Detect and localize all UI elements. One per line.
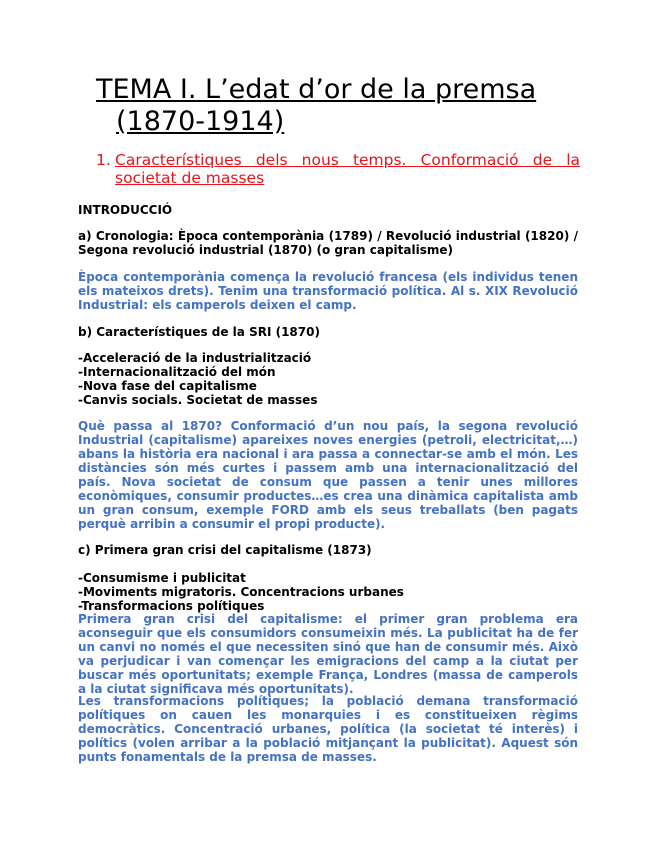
chronology-note: Època contemporània comença la revolució francesa (els individus tenen els mateixos drets). Tenim una transformació política. Al s. XIX Revolució Industrial: els camperols deixen el camp. <box>78 270 578 312</box>
section-number: 1. <box>96 151 111 169</box>
list-item: -Internacionalització del món <box>78 365 276 379</box>
sri-list <box>78 351 578 407</box>
crisis-note-2: Les transformacions polítiques; la població demana transformació polítiques on cauen les monarquies i es constitueixen règims democràtics. Concentració urbanes, política (la societat té interès) i polítics (volen arribar a la població mitjançant la publicitat). Aquest són punts fonamentals de la premsa de masses. <box>78 694 578 764</box>
chronology-heading: a) Cronologia: Època contemporània (1789) / Revolució industrial (1820) / Segona revolució industrial (1870) (o gran capitalisme) <box>78 229 578 257</box>
list-item: -Acceleració de la industrialització <box>78 351 312 365</box>
list-item: -Transformacions polítiques <box>78 599 265 613</box>
sri-heading: b) Característiques de la SRI (1870) <box>78 325 320 339</box>
section-heading-text: Característiques dels nous temps. Conformació de la societat de masses <box>115 151 580 187</box>
title-line-2: (1870-1914) <box>116 106 285 137</box>
crisis-note: Primera gran crisi del capitalisme: el primer gran problema era aconseguir que els consumidors consumeixin més. La publicitat ha de fer un canvi no només el que necessiten sinó que han de consumir més. Això va perjudicar i van començar les emigracions del camp a la ciutat per buscar més oportunitats; exemple França, Londres (massa de camperols a la ciutat significava més oportunitats). <box>78 612 578 696</box>
crisis-heading: c) Primera gran crisi del capitalisme (1873) <box>78 543 372 557</box>
intro-heading: INTRODUCCIÓ <box>78 203 173 217</box>
list-item: -Canvis socials. Societat de masses <box>78 393 318 407</box>
list-item: -Consumisme i publicitat <box>78 571 246 585</box>
list-item: -Moviments migratoris. Concentracions urbanes <box>78 585 404 599</box>
crisis-list <box>78 571 578 613</box>
title-line-1: TEMA I. L’edat d’or de la premsa <box>96 74 537 105</box>
sri-note: Què passa al 1870? Conformació d’un nou país, la segona revolució Industrial (capitalisme) apareixes noves energies (petroli, electricitat,…) abans la història era nacional i ara passa a connectar-se amb el món. Les distàncies són més curtes i passem amb una internacionalització del país. Nova societat de consum que passen a tenir unes millores econòmiques, consumir productes…es crea una dinàmica capitalista amb un gran consum, exemple FORD amb els seus treballats (ben pagats perquè arribin a consumir el propi producte). <box>78 419 578 531</box>
section-heading <box>96 151 580 187</box>
document-title <box>96 74 586 138</box>
list-item: -Nova fase del capitalisme <box>78 379 257 393</box>
